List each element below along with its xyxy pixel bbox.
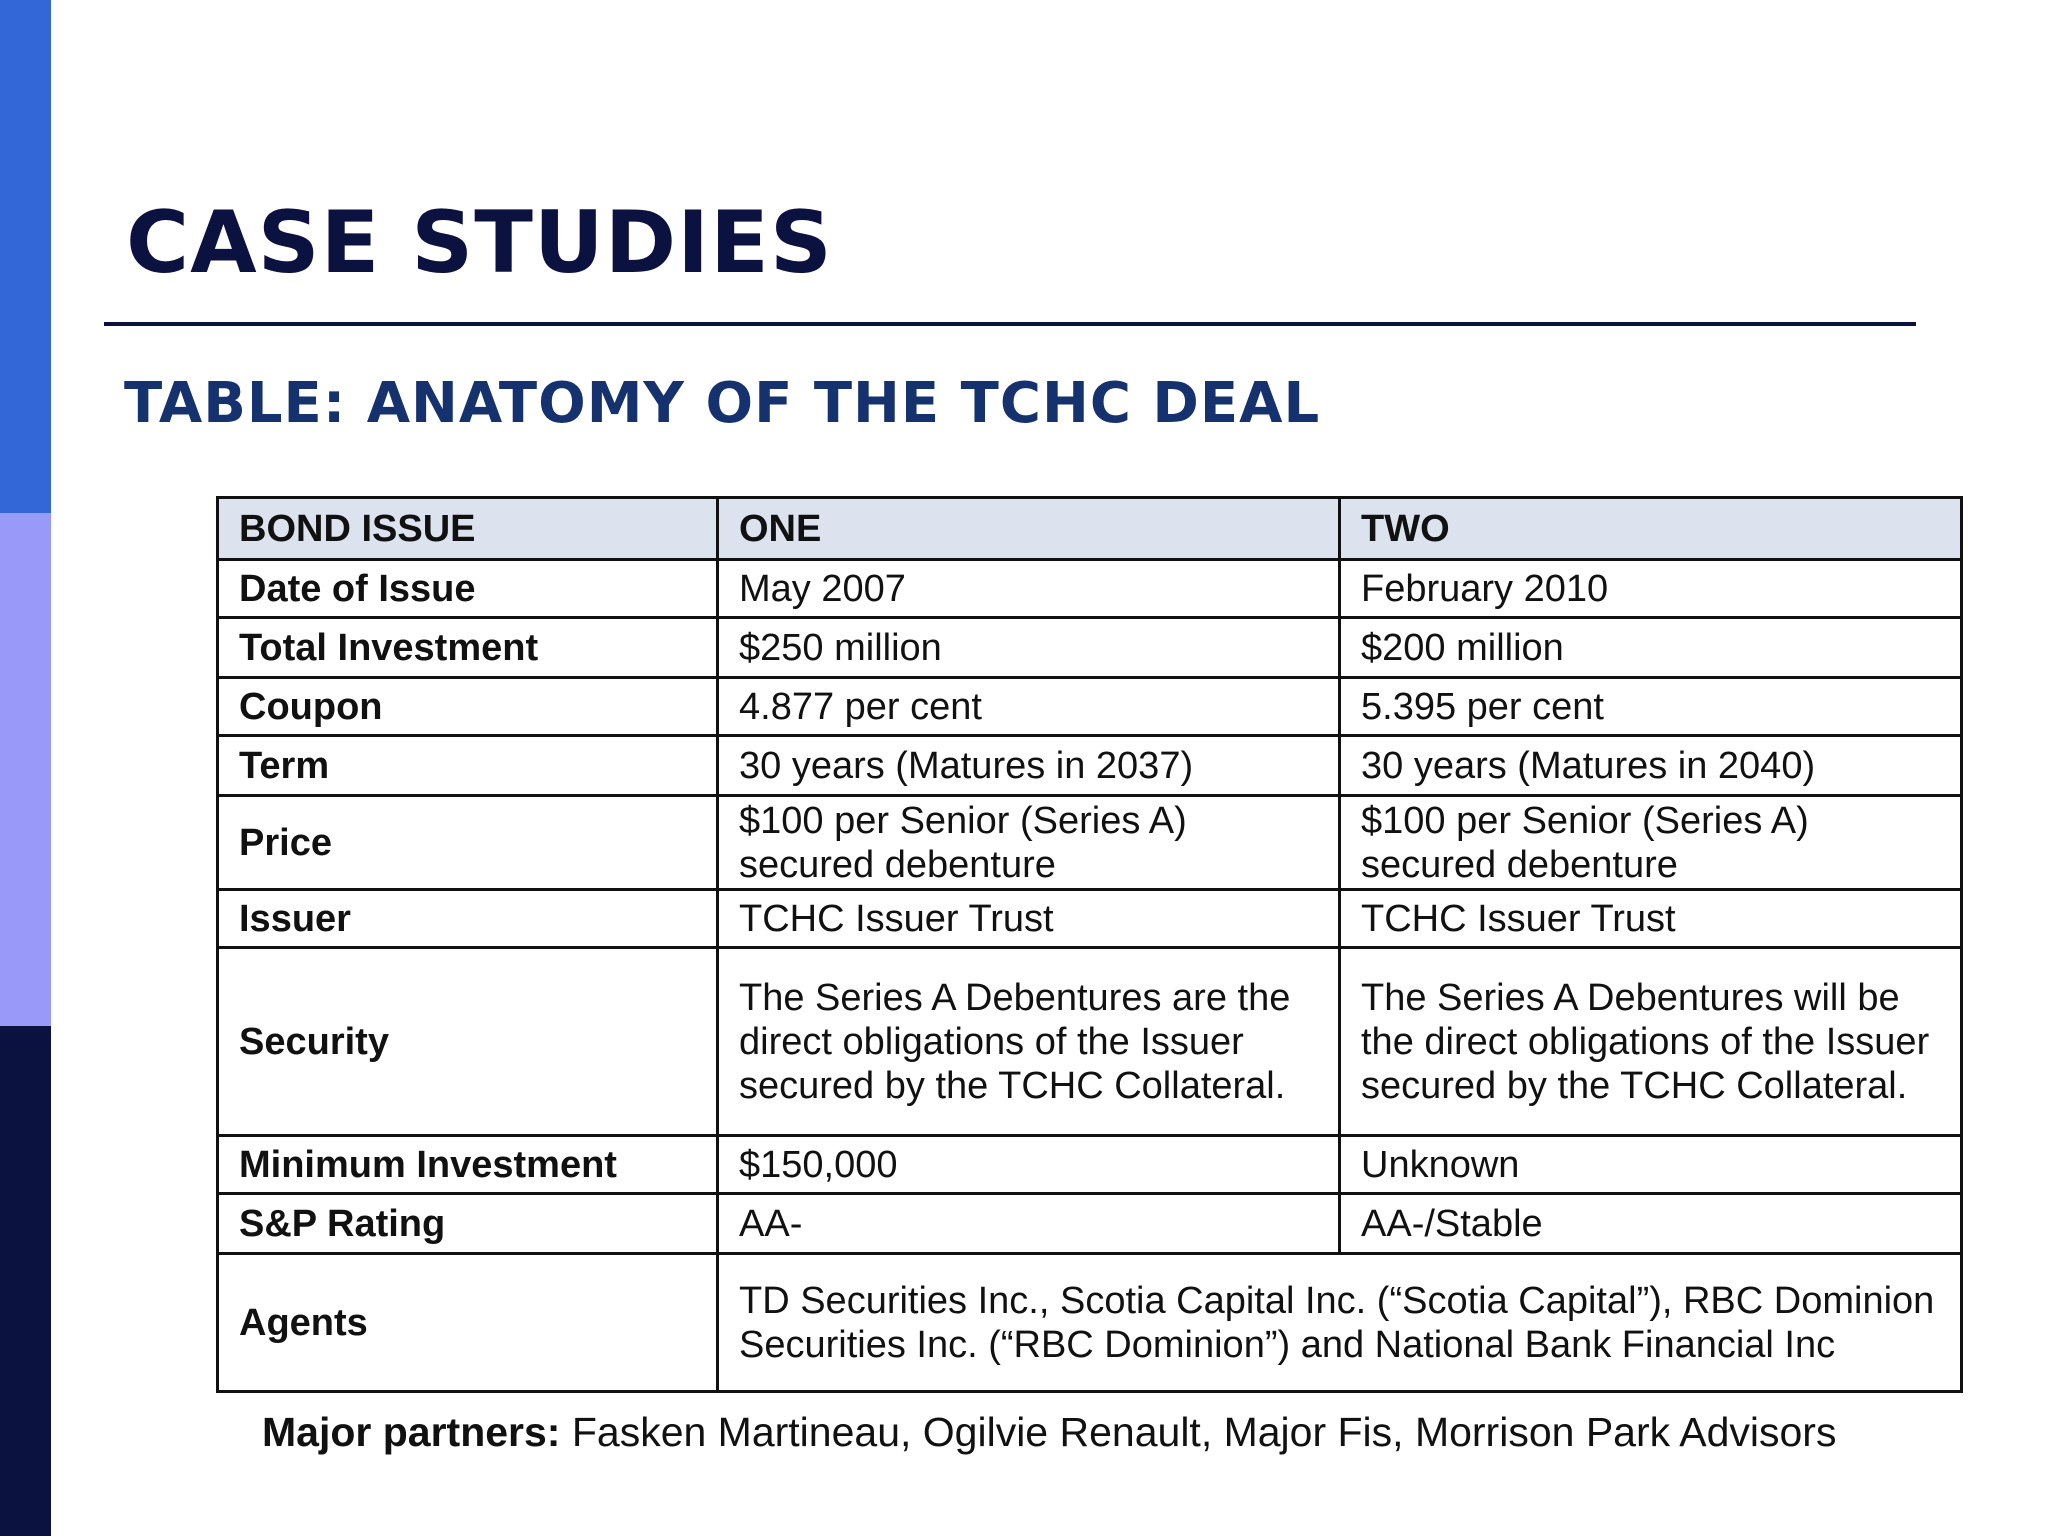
cell-one: $250 million: [718, 618, 1340, 678]
cell-one: $150,000: [718, 1136, 1340, 1194]
cell-two: AA-/Stable: [1340, 1194, 1962, 1254]
row-label: Issuer: [218, 890, 718, 948]
table-row-agents: [218, 1254, 1962, 1392]
header-one: ONE: [718, 498, 1340, 560]
table-row-term: [218, 736, 1962, 796]
table-row-issuer: [218, 890, 1962, 948]
cell-two: $100 per Senior (Series A) secured debenture: [1340, 796, 1962, 890]
row-label: S&P Rating: [218, 1194, 718, 1254]
cell-agents: TD Securities Inc., Scotia Capital Inc. (“Scotia Capital”), RBC Dominion Securities Inc. (“RBC Dominion”) and National Bank Financial Inc: [718, 1254, 1962, 1392]
row-label: Minimum Investment: [218, 1136, 718, 1194]
tchc-deal-table: [216, 496, 1963, 1393]
row-label: Total Investment: [218, 618, 718, 678]
cell-two: 5.395 per cent: [1340, 678, 1962, 736]
title-divider: [104, 322, 1916, 326]
cell-one: 30 years (Matures in 2037): [718, 736, 1340, 796]
table-row-price: [218, 796, 1962, 890]
major-partners-note: [262, 1409, 1837, 1455]
slide-title: CASE STUDIES: [126, 193, 833, 293]
header-bond-issue: BOND ISSUE: [218, 498, 718, 560]
cell-two: February 2010: [1340, 560, 1962, 618]
row-label: Price: [218, 796, 718, 890]
cell-two: TCHC Issuer Trust: [1340, 890, 1962, 948]
header-two: TWO: [1340, 498, 1962, 560]
table-row-minimum-investment: [218, 1136, 1962, 1194]
table-row-date-of-issue: [218, 560, 1962, 618]
cell-two: $200 million: [1340, 618, 1962, 678]
table-row-sp-rating: [218, 1194, 1962, 1254]
partners-label: Major partners:: [262, 1409, 561, 1455]
side-accent-band-top: [0, 0, 51, 513]
cell-one: $100 per Senior (Series A) secured debenture: [718, 796, 1340, 890]
row-label: Term: [218, 736, 718, 796]
cell-one: 4.877 per cent: [718, 678, 1340, 736]
cell-two: The Series A Debentures will be the direct obligations of the Issuer secured by the TCHC Collateral.: [1340, 948, 1962, 1136]
cell-one: May 2007: [718, 560, 1340, 618]
partners-list: Fasken Martineau, Ogilvie Renault, Major Fis, Morrison Park Advisors: [560, 1409, 1837, 1455]
row-label: Security: [218, 948, 718, 1136]
cell-one: TCHC Issuer Trust: [718, 890, 1340, 948]
table-header-row: [218, 498, 1962, 560]
row-label: Agents: [218, 1254, 718, 1392]
cell-two: Unknown: [1340, 1136, 1962, 1194]
cell-two: 30 years (Matures in 2040): [1340, 736, 1962, 796]
table-row-total-investment: [218, 618, 1962, 678]
row-label: Date of Issue: [218, 560, 718, 618]
cell-one: AA-: [718, 1194, 1340, 1254]
table-row-coupon: [218, 678, 1962, 736]
table-row-security: [218, 948, 1962, 1136]
cell-one: The Series A Debentures are the direct obligations of the Issuer secured by the TCHC Collateral.: [718, 948, 1340, 1136]
side-accent-band-bottom: [0, 1026, 51, 1536]
side-accent-band-middle: [0, 513, 51, 1026]
row-label: Coupon: [218, 678, 718, 736]
slide-subtitle: TABLE: ANATOMY OF THE TCHC DEAL: [124, 371, 1321, 436]
